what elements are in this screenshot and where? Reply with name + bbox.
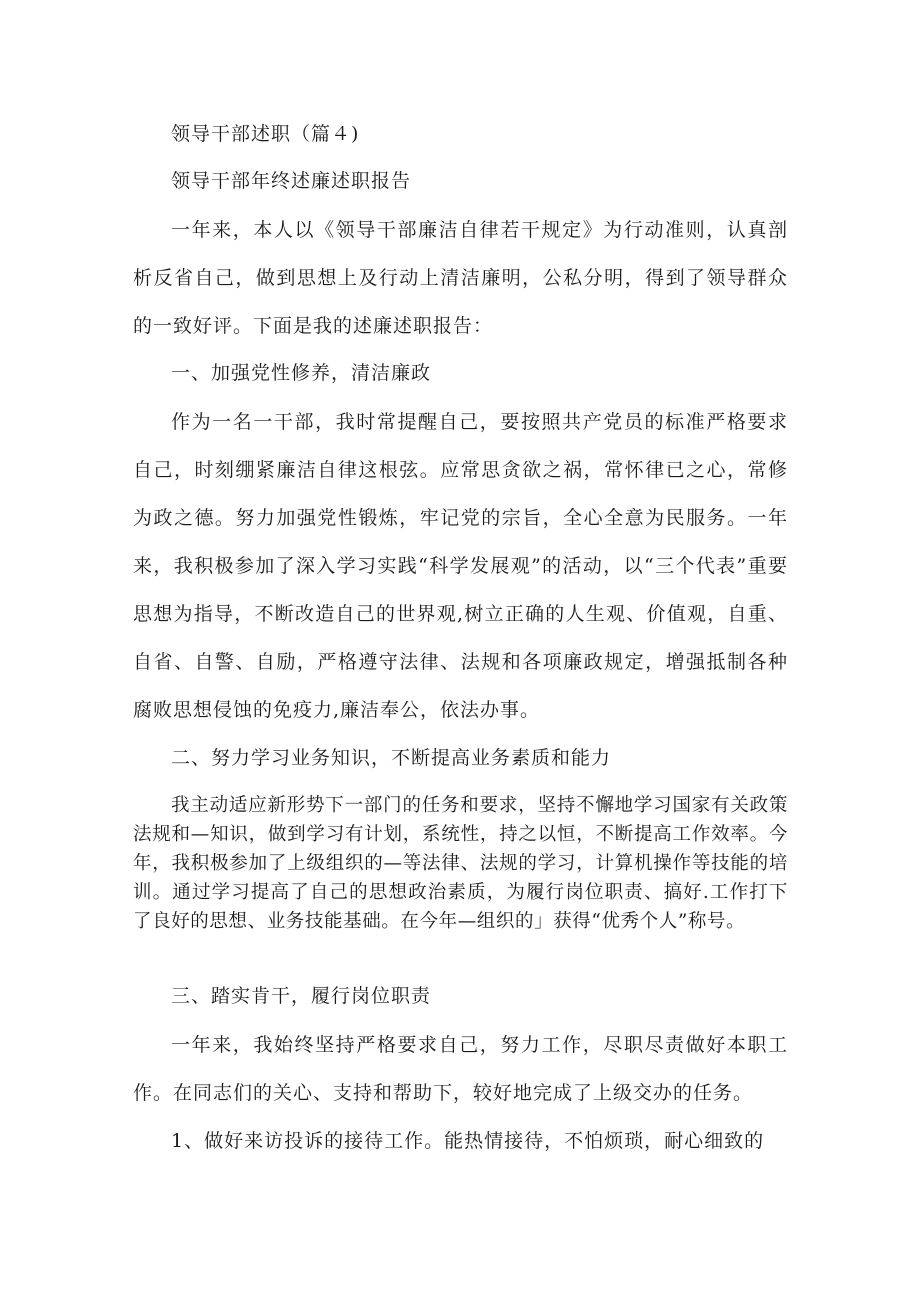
section-3-item-1: 1、做好来访投诉的接待工作。能热情接待，不怕烦琐，耐心细致的: [171, 1130, 765, 1152]
section-heading-3: 三、踏实肯干，履行岗位职责: [171, 985, 432, 1007]
section-3-paragraph: 一年来，我始终坚持严格要求自己，努力工作，尽职尽责做好本职工作。在同志们的关心、支持和帮助下，较好地完成了上级交办的任务。: [133, 1034, 788, 1104]
section-heading-1: 一、加强党性修养，清洁廉政: [171, 362, 432, 384]
document-title: 领导干部述职（篇４): [171, 123, 360, 145]
section-heading-2: 二、努力学习业务知识，不断提高业务素质和能力: [171, 747, 612, 769]
document-subtitle: 领导干部年终述廉述职报告: [171, 170, 412, 192]
section-1-paragraph: 作为一名一干部，我时常提醒自己，要按照共产党员的标准严格要求自己，时刻绷紧廉洁自律这根弦。应常思贪欲之祸，常怀律已之心，常修为政之德。努力加强党性锻炼，牢记党的宗旨，全心全意为民服务。一年来，我积极参加了深入学习实践“科学发展观”的活动，以“三个代表”重要思想为指导，不断改造自己的世界观,树立正确的人生观、价值观，自重、自省、自警、自励，严格遵守法律、法规和各项廉政规定，增强抵制各种腐败思想侵蚀的免疫力,廉洁奉公，依法办事。: [133, 411, 788, 721]
section-2-paragraph: 我主动适应新形势下一部门的任务和要求，坚持不懈地学习国家有关政策法规和—知识，做到学习有计划，系统性，持之以恒，不断提高工作效率。今年，我积极参加了上级组织的—等法律、法规的学习，计算机操作等技能的培训。通过学习提高了自己的思想政治素质，为履行岗位职责、搞好.工作打下了良好的思想、业务技能基础。在今年—组织的」获得“优秀个人”称号。: [133, 795, 788, 932]
intro-paragraph: 一年来，本人以《领导干部廉洁自律若干规定》为行动准则，认真剖析反省自己，做到思想上及行动上清洁廉明，公私分明，得到了领导群众的一致好评。下面是我的述廉述职报告：: [133, 219, 788, 337]
